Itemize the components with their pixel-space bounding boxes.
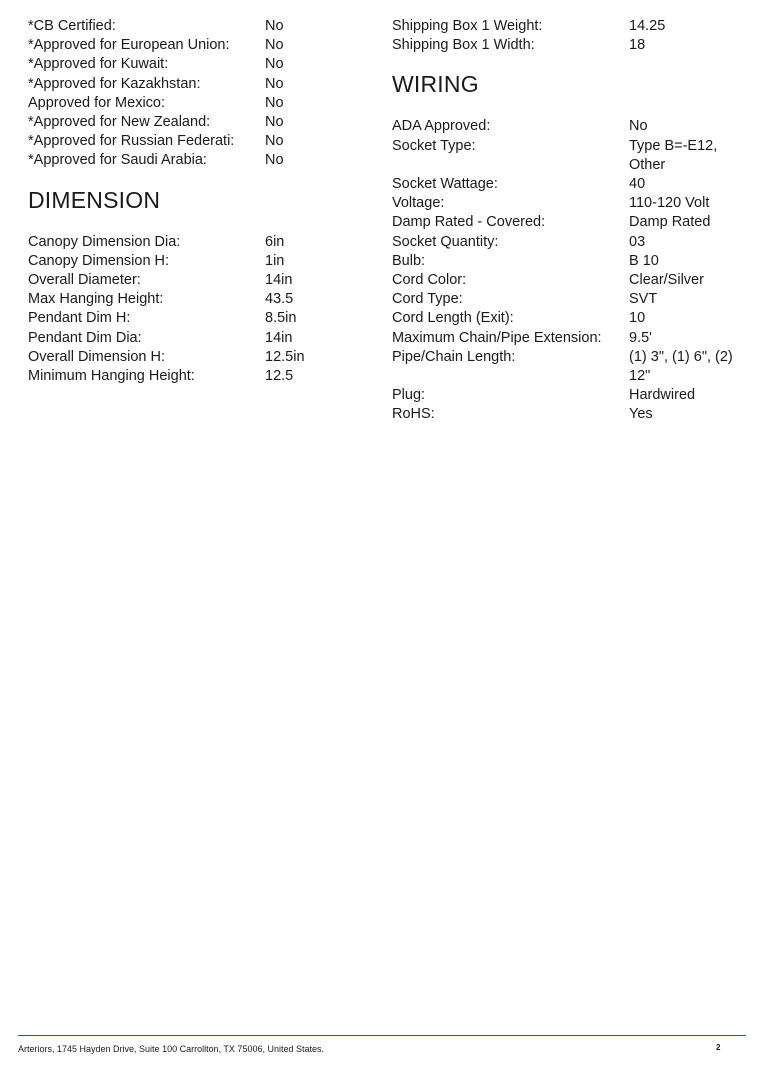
spec-row [392, 309, 742, 328]
spec-row [28, 17, 358, 36]
spec-value: 8.5in [265, 310, 297, 327]
spec-value: Clear/Silver [629, 272, 704, 289]
shipping-list [392, 17, 742, 55]
spec-row [28, 309, 358, 328]
spec-value: 110-120 Volt [629, 195, 710, 212]
spec-label: *Approved for Kazakhstan: [28, 75, 201, 92]
spec-value: SVT [629, 291, 658, 308]
spec-label: Minimum Hanging Height: [28, 368, 195, 385]
spec-value: 10 [629, 310, 646, 327]
spec-row [28, 233, 358, 252]
spec-row [28, 252, 358, 271]
spec-label: Max Hanging Height: [28, 291, 164, 308]
spec-value: No [265, 75, 284, 92]
spec-label: Socket Wattage: [392, 176, 498, 193]
spec-label: Canopy Dimension Dia: [28, 233, 181, 250]
spec-row [28, 367, 358, 386]
spec-value: No [265, 152, 284, 169]
spec-row [28, 55, 358, 74]
spec-label: Pendant Dim H: [28, 310, 131, 327]
spec-label: Maximum Chain/Pipe Extension: [392, 329, 602, 346]
spec-row [392, 175, 742, 194]
footer-divider [18, 1035, 746, 1036]
spec-label: Shipping Box 1 Weight: [392, 18, 543, 34]
approvals-list [28, 17, 358, 171]
spec-value: 9.5' [629, 329, 652, 346]
spec-row [28, 36, 358, 55]
spec-label: Damp Rated - Covered: [392, 214, 546, 231]
spec-row [392, 137, 742, 175]
spec-value: B 10 [629, 252, 659, 269]
spec-value: Hardwired [629, 387, 696, 404]
wiring-list [392, 117, 742, 424]
spec-label: Socket Type: [392, 137, 476, 154]
spec-label: Cord Color: [392, 272, 467, 289]
spec-row [28, 271, 358, 290]
spec-value: 18 [629, 37, 646, 54]
spec-row [28, 329, 358, 348]
spec-label: Overall Dimension H: [28, 348, 165, 365]
spec-label: Pipe/Chain Length: [392, 348, 516, 365]
spec-row [392, 252, 742, 271]
spec-value: 14.25 [629, 18, 666, 34]
spec-row [28, 151, 358, 170]
spec-label: Cord Length (Exit): [392, 310, 514, 327]
spec-label: Voltage: [392, 195, 445, 212]
spec-value: 6in [265, 233, 285, 250]
spec-row [392, 290, 742, 309]
spec-value: Yes [629, 406, 653, 423]
spec-value: No [265, 56, 284, 73]
wiring-heading: WIRING [392, 71, 479, 98]
spec-label: *Approved for Kuwait: [28, 56, 169, 73]
spec-row [392, 213, 742, 232]
spec-row [392, 17, 742, 36]
spec-row [392, 194, 742, 213]
spec-value: (1) 3", (1) 6", (2) 12" [629, 348, 733, 385]
spec-label: *Approved for Russian Federati: [28, 133, 235, 150]
spec-row [392, 386, 742, 405]
right-column [392, 17, 742, 425]
left-column [28, 17, 358, 386]
spec-label: Pendant Dim Dia: [28, 329, 142, 346]
spec-label: Bulb: [392, 252, 426, 269]
spec-value: Type B=-E12, Other [629, 137, 718, 173]
spec-value: 14in [265, 272, 293, 289]
spec-row [28, 113, 358, 132]
spec-value: 12.5in [265, 348, 305, 365]
spec-value: 43.5 [265, 291, 294, 308]
spec-label: Overall Diameter: [28, 272, 141, 289]
spec-row [392, 36, 742, 55]
page-number: 2 [716, 1043, 721, 1052]
spec-row [28, 348, 358, 367]
spec-value: 1in [265, 252, 285, 269]
spec-value: No [265, 114, 284, 131]
spec-label: Approved for Mexico: [28, 94, 166, 111]
spec-label: Shipping Box 1 Width: [392, 37, 535, 54]
spec-row [392, 117, 742, 136]
spec-label: *Approved for Saudi Arabia: [28, 152, 207, 169]
spec-value: 40 [629, 176, 646, 193]
spec-label: RoHS: [392, 406, 435, 423]
spec-label: *CB Certified: [28, 18, 116, 34]
spec-row [28, 94, 358, 113]
spec-row [392, 271, 742, 290]
spec-row [392, 348, 742, 386]
spec-row [392, 405, 742, 424]
footer-address: Arteriors, 1745 Hayden Drive, Suite 100 Carrollton, TX 75006, United States. [18, 1044, 324, 1054]
spec-label: *Approved for New Zealand: [28, 114, 211, 131]
spec-label: *Approved for European Union: [28, 37, 230, 54]
spec-label: Plug: [392, 387, 426, 404]
spec-value: No [265, 94, 284, 111]
spec-row [28, 75, 358, 94]
spec-row [28, 290, 358, 309]
spec-value: 12.5 [265, 368, 294, 385]
spec-row [392, 329, 742, 348]
spec-label: Socket Quantity: [392, 233, 499, 250]
spec-value: Damp Rated [629, 214, 711, 231]
spec-value: No [629, 118, 648, 135]
spec-value: 03 [629, 233, 646, 250]
spec-value: No [265, 37, 284, 54]
spec-label: ADA Approved: [392, 118, 491, 135]
dimensions-list [28, 233, 358, 387]
spec-label: Canopy Dimension H: [28, 252, 170, 269]
spec-value: 14in [265, 329, 293, 346]
spec-value: No [265, 18, 284, 34]
spec-row [392, 233, 742, 252]
dimension-heading: DIMENSION [28, 186, 161, 213]
spec-value: No [265, 133, 284, 150]
spec-row [28, 132, 358, 151]
spec-label: Cord Type: [392, 291, 463, 308]
